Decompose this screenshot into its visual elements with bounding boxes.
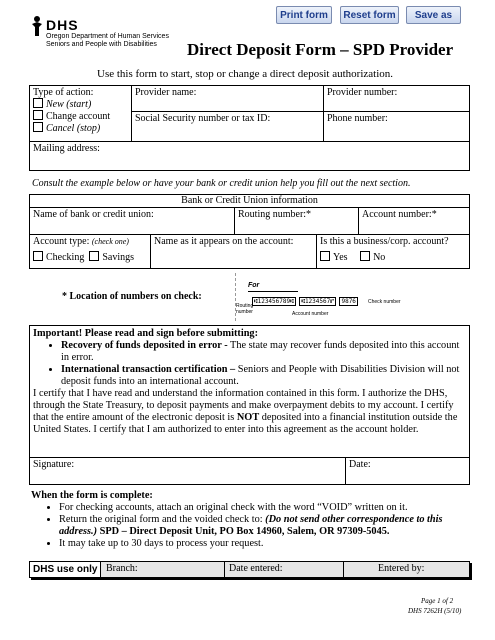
- person-icon: [30, 15, 44, 37]
- cancel-checkbox[interactable]: [33, 122, 43, 132]
- routing-field[interactable]: Routing number:*: [234, 207, 359, 235]
- certification-text: I certify that I have read and understand the information contained in this form. I authorize the DHS, through the State Treasury, to deposit payments and make overpayment debits to my account. I certify that the entire amount of the electronic deposit is NOT deposited into a financial institution outside the United States. I certify that I am authorized to enter into this agreement as the account holder.: [33, 388, 458, 435]
- checking-checkbox[interactable]: [33, 251, 43, 261]
- new-checkbox[interactable]: [33, 98, 43, 108]
- complete-section: When the form is complete: • For checking accounts, attach an original check with the word “VOID” written on it. • Return the original form and the voided check to: (Do not send other correspondence to this address.) SPD – Direct Deposit Unit, PO Box 14960, Salem, OR 97309-5045. • It may take up to 30 days to process your request.: [31, 490, 471, 550]
- action-change[interactable]: Change account: [33, 110, 128, 122]
- bullet-international: • International transaction certification – Seniors and People with Disabilities Division will not deposit funds into an international account.: [61, 364, 466, 388]
- provider-number-field[interactable]: Provider number:: [323, 85, 470, 112]
- action-cell: [29, 85, 132, 142]
- reset-form-button[interactable]: Reset form: [340, 6, 399, 24]
- print-form-button[interactable]: Print form: [276, 6, 332, 24]
- ssn-field[interactable]: Social Security number or tax ID:: [131, 111, 324, 142]
- micr-account: ⑆1234567⑈: [301, 298, 334, 305]
- complete-item-void: • For checking accounts, attach an original check with the word “VOID” written on it.: [59, 502, 471, 514]
- dhs-use-bar: [29, 561, 470, 578]
- date-entered-label: Date entered:: [229, 563, 283, 574]
- action-new[interactable]: New (start): [33, 98, 128, 110]
- logo-name: DHS: [46, 17, 79, 33]
- check-example: For ⑆123456789⑆ ⑆1234567⑈ 9876 Check number Routing number Account number: [235, 273, 464, 321]
- entered-by-label: Entered by:: [378, 563, 425, 574]
- business-cell: Is this a business/corp. account? Yes No: [316, 234, 470, 269]
- dhs-use-label: DHS use only: [30, 562, 101, 577]
- form-number: DHS 7262H (5/10): [408, 607, 462, 615]
- phone-field[interactable]: Phone number:: [323, 111, 470, 142]
- complete-item-time: • It may take up to 30 days to process your request.: [59, 538, 471, 550]
- important-heading: Important! Please read and sign before submitting:: [33, 328, 259, 339]
- bullet-recovery: • Recovery of funds deposited in error - The state may recover funds deposited into this account in error.: [61, 340, 466, 364]
- page-title: Direct Deposit Form – SPD Provider: [187, 40, 454, 59]
- logo-line1: Oregon Department of Human Services: [46, 33, 169, 40]
- page-subtitle: Use this form to start, stop or change a direct deposit authorization.: [97, 68, 394, 80]
- branch-label: Branch:: [106, 563, 138, 574]
- account-type-cell: Account type: (check one) Checking Savings: [29, 234, 151, 269]
- date-field[interactable]: Date:: [345, 457, 470, 485]
- provider-name-field[interactable]: Provider name:: [131, 85, 324, 112]
- action-cancel[interactable]: Cancel (stop): [33, 122, 128, 134]
- no-checkbox[interactable]: [360, 251, 370, 261]
- savings-checkbox[interactable]: [89, 251, 99, 261]
- micr-check: 9876: [341, 298, 356, 305]
- page-number: Page 1 of 2: [421, 597, 454, 605]
- micr-routing: ⑆123456789⑆: [254, 298, 294, 305]
- consult-text: Consult the example below or have your bank or credit union help you fill out the next section.: [32, 178, 411, 189]
- signature-field[interactable]: Signature:: [29, 457, 346, 485]
- check-location-label: * Location of numbers on check:: [62, 291, 202, 302]
- change-checkbox[interactable]: [33, 110, 43, 120]
- logo-line2: Seniors and People with Disabilities: [46, 41, 157, 48]
- bank-heading: Bank or Credit Union information: [29, 194, 470, 208]
- dhs-logo: [30, 15, 44, 42]
- mailing-address-field[interactable]: Mailing address:: [29, 141, 470, 171]
- yes-checkbox[interactable]: [320, 251, 330, 261]
- action-label: Type of action:: [33, 87, 94, 98]
- bank-name-field[interactable]: Name of bank or credit union:: [29, 207, 235, 235]
- name-on-account-field[interactable]: Name as it appears on the account:: [150, 234, 317, 269]
- important-box: [29, 325, 470, 458]
- account-field[interactable]: Account number:*: [358, 207, 470, 235]
- complete-item-return: • Return the original form and the voided check to: (Do not send other correspondence to this address.) SPD – Direct Deposit Unit, PO Box 14960, Salem, OR 97309-5045.: [59, 514, 471, 538]
- save-as-button[interactable]: Save as: [406, 6, 461, 24]
